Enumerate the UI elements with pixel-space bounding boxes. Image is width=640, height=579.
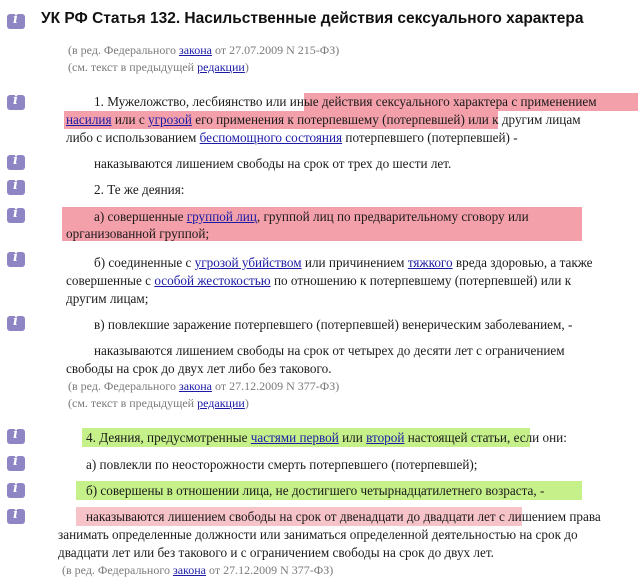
group-link[interactable]: группой лиц — [186, 209, 257, 224]
paragraph-2b-line: б) соединенные с угрозой убийством или причинением тяжкого вреда здоровью, а также — [94, 255, 593, 270]
info-icon[interactable] — [7, 316, 25, 331]
edit-note: (в ред. Федерального закона от 27.07.2009 N 215-ФЗ) — [68, 43, 340, 57]
paragraph-1-line: либо с использованием беспомощного состояния потерпевшего (потерпевшей) - — [66, 130, 518, 145]
murder-threat-link[interactable]: угрозой убийством — [194, 255, 302, 270]
info-icon[interactable] — [7, 252, 25, 267]
info-icon[interactable] — [7, 180, 25, 195]
grave-harm-link[interactable]: тяжкого — [407, 255, 453, 270]
info-icon[interactable] — [7, 509, 25, 524]
paragraph-1-line: насилия или с угрозой его применения к потерпевшему (потерпевшей) или к другим лицам — [66, 112, 581, 127]
threat-link[interactable]: угрозой — [147, 112, 192, 127]
see-previous-note: (см. текст в предыдущей редакции) — [68, 396, 249, 410]
helpless-state-link[interactable]: беспомощного состояния — [199, 130, 343, 145]
punishment-4-line: занимать определенные должности или заниматься определенной деятельностью на срок до — [58, 527, 578, 542]
law-link[interactable]: закона — [172, 563, 206, 577]
info-icon[interactable] — [7, 456, 25, 471]
info-icon[interactable] — [7, 155, 25, 170]
punishment-1: наказываются лишением свободы на срок от трех до шести лет. — [94, 156, 452, 171]
violence-link[interactable]: насилия — [66, 112, 112, 127]
punishment-4-line: двадцати лет или без такового и с ограничением свободы на срок до двух лет. — [58, 545, 494, 560]
paragraph-4: 4. Деяния, предусмотренные частями первой или второй настоящей статьи, если они: — [86, 430, 567, 445]
article-title: УК РФ Статья 132. Насильственные действия сексуального характера — [41, 10, 584, 27]
punishment-2-line: наказываются лишением свободы на срок от четырех до десяти лет с ограничением — [94, 343, 565, 358]
info-icon[interactable] — [7, 429, 25, 444]
info-icon[interactable] — [7, 14, 25, 29]
edit-note: (в ред. Федерального закона от 27.12.2009 N 377-ФЗ) — [62, 563, 334, 577]
edit-note: (в ред. Федерального закона от 27.12.2009 N 377-ФЗ) — [68, 379, 340, 393]
law-link[interactable]: закона — [178, 43, 212, 57]
paragraph-2b-line: совершенные с особой жестокостью по отношению к потерпевшему (потерпевшей) или к — [66, 273, 572, 288]
law-link[interactable]: закона — [178, 379, 212, 393]
paragraph-1-line: 1. Мужеложство, лесбиянство или иные действия сексуального характера с применением — [94, 94, 597, 109]
revision-link[interactable]: редакции — [197, 396, 245, 410]
part-one-link[interactable]: частями первой — [250, 430, 339, 445]
part-two-link[interactable]: второй — [366, 430, 405, 445]
paragraph-2a-line: а) совершенные группой лиц, группой лиц по предварительному сговору или — [94, 209, 529, 224]
info-icon[interactable] — [7, 95, 25, 110]
paragraph-2a-line: организованной группой; — [66, 226, 210, 241]
punishment-4-line: наказываются лишением свободы на срок от двенадцати до двадцати лет с лишением права — [86, 509, 601, 524]
paragraph-4a: а) повлекли по неосторожности смерть потерпевшего (потерпевшей); — [86, 457, 478, 472]
info-icon[interactable] — [7, 483, 25, 498]
punishment-2-line: свободы на срок до двух лет либо без такового. — [66, 361, 332, 376]
revision-link[interactable]: редакции — [197, 60, 245, 74]
paragraph-2: 2. Те же деяния: — [94, 182, 185, 197]
paragraph-2c: в) повлекшие заражение потерпевшего (потерпевшей) венерическим заболеванием, - — [94, 317, 573, 332]
info-icon[interactable] — [7, 208, 25, 223]
paragraph-4b: б) совершены в отношении лица, не достигшего четырнадцатилетнего возраста, - — [86, 483, 545, 498]
see-previous-note: (см. текст в предыдущей редакции) — [68, 60, 249, 74]
paragraph-2b-line: другим лицам; — [66, 291, 149, 306]
cruelty-link[interactable]: особой жестокостью — [154, 273, 271, 288]
